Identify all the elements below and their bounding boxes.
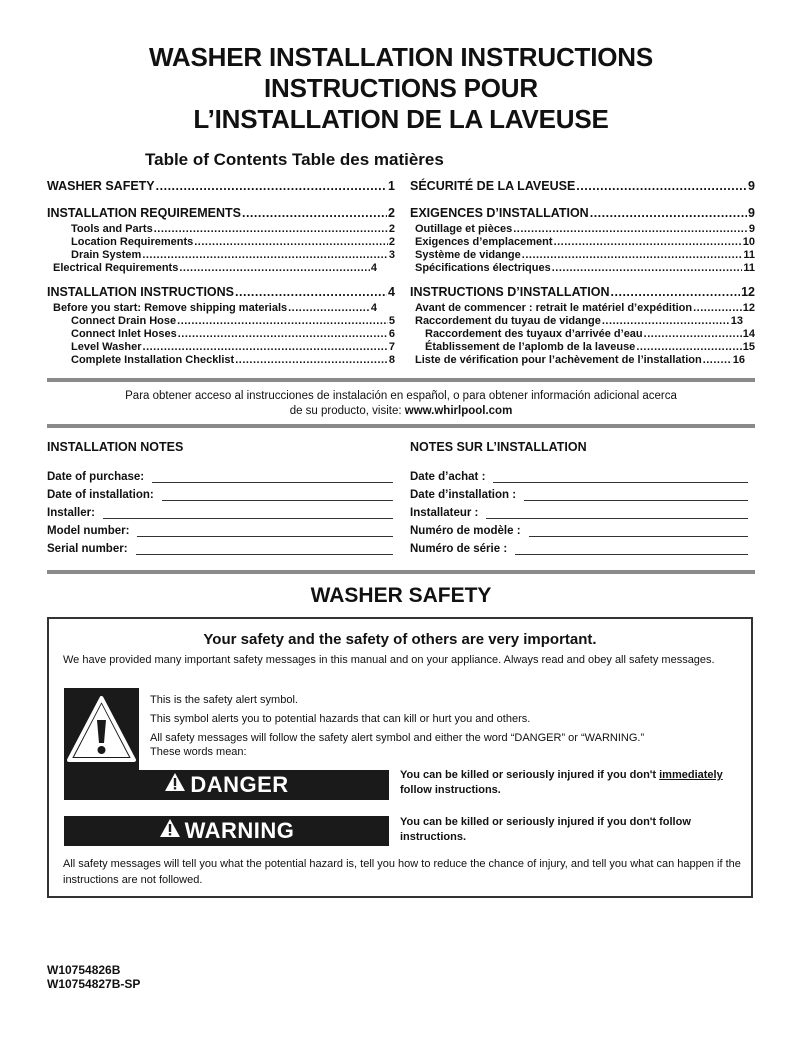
toc-entry-label: INSTALLATION INSTRUCTIONS bbox=[47, 285, 235, 299]
safety-intro: We have provided many important safety messages in this manual and on your appliance. Always read and obey all safety messages. bbox=[63, 654, 715, 666]
note-field-line[interactable] bbox=[152, 470, 393, 483]
toc-entry-page: 12 bbox=[742, 302, 755, 314]
note-field-line[interactable] bbox=[529, 524, 748, 537]
note-field-line[interactable] bbox=[103, 506, 393, 519]
installation-notes bbox=[47, 440, 393, 555]
toc-entry-page: 11 bbox=[743, 262, 755, 274]
note-field-line[interactable] bbox=[515, 542, 748, 555]
toc-subentry[interactable] bbox=[410, 315, 755, 328]
toc-entry-page: 16 bbox=[732, 354, 745, 366]
toc-entry-page: 14 bbox=[742, 328, 755, 340]
toc-subentry[interactable] bbox=[410, 354, 755, 367]
document-title bbox=[0, 42, 802, 135]
section-title: WASHER SAFETY bbox=[310, 584, 492, 607]
toc-subentry[interactable] bbox=[410, 262, 755, 275]
danger-label: DANGER bbox=[190, 772, 289, 797]
toc-subentry[interactable] bbox=[410, 328, 755, 341]
toc-subentry[interactable] bbox=[47, 262, 395, 275]
toc-entry-page: 3 bbox=[388, 249, 395, 261]
document-ids bbox=[47, 963, 140, 991]
toc-entry-page: 15 bbox=[742, 341, 755, 353]
notes-heading: NOTES SUR L’INSTALLATION bbox=[410, 440, 587, 454]
title-line-3: L’INSTALLATION DE LA LAVEUSE bbox=[193, 104, 609, 134]
spanish-note-line-1: Para obtener acceso al instrucciones de instalación en español, o para obtener información adicional acerca bbox=[125, 390, 677, 402]
installation-notes-french bbox=[410, 440, 748, 555]
warning-label: WARNING bbox=[184, 818, 295, 843]
toc-entry-label: Location Requirements bbox=[71, 236, 194, 248]
safety-footer: All safety messages will tell you what the potential hazard is, tell you how to reduce the chance of injury, and tell you what can happen if the instructions are not followed. bbox=[63, 858, 741, 886]
toc-entry-label: Liste de vérification pour l’achèvement de l’installation bbox=[415, 354, 702, 366]
toc-subentry[interactable] bbox=[47, 249, 395, 262]
toc-entry-page: 6 bbox=[388, 328, 395, 340]
toc-subentry[interactable] bbox=[410, 302, 755, 315]
safety-box-heading: Your safety and the safety of others are very important. bbox=[203, 631, 597, 648]
toc-subentry[interactable] bbox=[410, 249, 755, 262]
danger-text-emphasis: immediately bbox=[659, 769, 723, 781]
note-field[interactable] bbox=[47, 483, 393, 501]
toc-subentry[interactable] bbox=[410, 223, 755, 236]
toc-entry-label: INSTRUCTIONS D’INSTALLATION bbox=[410, 285, 610, 299]
toc-entry-label: Outillage et pièces bbox=[415, 223, 513, 235]
note-field-line[interactable] bbox=[486, 506, 748, 519]
toc-entry-page: 11 bbox=[743, 249, 755, 261]
document-id-spanish: W10754827B-SP bbox=[47, 977, 141, 991]
note-field-label: Date d’installation : bbox=[410, 489, 517, 501]
toc-entry-page: 2 bbox=[388, 236, 395, 248]
toc-entry-page: 4 bbox=[388, 285, 395, 299]
toc-entry-page: 12 bbox=[741, 285, 755, 299]
toc-entry-label: Drain System bbox=[71, 249, 142, 261]
note-field-label: Serial number: bbox=[47, 543, 128, 555]
toc-entry-page: 9 bbox=[748, 206, 755, 220]
danger-text-end: follow instructions. bbox=[400, 784, 501, 796]
toc-entry-page: 1 bbox=[388, 179, 395, 193]
danger-text-main: You can be killed or seriously injured if you don't bbox=[400, 769, 660, 781]
toc-subentry[interactable] bbox=[47, 302, 395, 315]
toc-right-column bbox=[410, 179, 755, 377]
toc-left-column bbox=[47, 179, 395, 377]
note-field[interactable] bbox=[47, 501, 393, 519]
toc-entry-label: Tools and Parts bbox=[71, 223, 153, 235]
toc-subentry[interactable] bbox=[47, 341, 395, 354]
toc-entry-page: 9 bbox=[748, 223, 755, 235]
spanish-note-prefix: de su producto, visite: bbox=[289, 405, 405, 417]
note-field-label: Date of purchase: bbox=[47, 471, 145, 483]
notes-heading: INSTALLATION NOTES bbox=[47, 440, 184, 454]
toc-entry-page: 4 bbox=[370, 262, 377, 274]
note-field-line[interactable] bbox=[493, 470, 748, 483]
toc-entry-label: Connect Drain Hose bbox=[71, 315, 177, 327]
symbol-text-4: These words mean: bbox=[150, 746, 247, 758]
toc-entry-label: Établissement de l’aplomb de la laveuse bbox=[425, 341, 636, 353]
toc-subentry[interactable] bbox=[47, 354, 395, 367]
toc-entry-label: Electrical Requirements bbox=[53, 262, 179, 274]
note-field-label: Numéro de modèle : bbox=[410, 525, 521, 537]
note-field-line[interactable] bbox=[162, 488, 393, 501]
toc-entry-label: Exigences d’emplacement bbox=[415, 236, 553, 248]
warning-text: You can be killed or seriously injured if you don't follow instructions. bbox=[400, 816, 691, 843]
website-link[interactable]: www.whirlpool.com bbox=[404, 405, 513, 417]
note-field[interactable] bbox=[410, 483, 748, 501]
note-field[interactable] bbox=[410, 519, 748, 537]
note-field[interactable] bbox=[47, 519, 393, 537]
note-field[interactable] bbox=[47, 537, 393, 555]
divider bbox=[47, 570, 755, 574]
toc-subentry[interactable] bbox=[47, 223, 395, 236]
toc-entry-label: EXIGENCES D’INSTALLATION bbox=[410, 206, 589, 220]
document-id: W10754826B bbox=[47, 963, 121, 977]
toc-entry-label: SÉCURITÉ DE LA LAVEUSE bbox=[410, 179, 576, 193]
toc-entry[interactable] bbox=[410, 285, 755, 302]
toc-subentry[interactable] bbox=[410, 236, 755, 249]
toc-subentry[interactable] bbox=[47, 315, 395, 328]
toc-entry-label: Connect Inlet Hoses bbox=[71, 328, 177, 340]
toc-entry-label: WASHER SAFETY bbox=[47, 179, 155, 193]
note-field-label: Numéro de série : bbox=[410, 543, 508, 555]
note-field-line[interactable] bbox=[136, 542, 393, 555]
symbol-text-1: This is the safety alert symbol. bbox=[150, 694, 298, 706]
note-field[interactable] bbox=[410, 465, 748, 483]
symbol-text-2: This symbol alerts you to potential hazards that can kill or hurt you and others. bbox=[150, 713, 531, 725]
toc-title: Table of Contents Table des matières bbox=[145, 150, 444, 169]
note-field-label: Date of installation: bbox=[47, 489, 154, 501]
toc-entry-label: Before you start: Remove shipping materials bbox=[53, 302, 288, 314]
warning-triangle-icon bbox=[159, 818, 181, 844]
danger-signal bbox=[64, 770, 389, 800]
toc-entry-label: Complete Installation Checklist bbox=[71, 354, 235, 366]
note-field-label: Installateur : bbox=[410, 507, 479, 519]
toc-entry-label: INSTALLATION REQUIREMENTS bbox=[47, 206, 241, 220]
note-field-label: Date d’achat : bbox=[410, 471, 486, 483]
toc-entry-label: Spécifications électriques bbox=[415, 262, 551, 274]
toc-entry[interactable] bbox=[47, 285, 395, 302]
toc-entry[interactable] bbox=[410, 206, 755, 223]
toc-entry-page: 2 bbox=[388, 223, 395, 235]
toc-subentry[interactable] bbox=[47, 236, 395, 249]
divider bbox=[47, 424, 755, 428]
toc-entry-page: 9 bbox=[748, 179, 755, 193]
toc-entry-label: Système de vidange bbox=[415, 249, 521, 261]
toc-entry-page: 4 bbox=[370, 302, 377, 314]
title-line-2: INSTRUCTIONS POUR bbox=[264, 73, 538, 103]
toc-entry[interactable] bbox=[47, 179, 395, 196]
toc-entry-page: 13 bbox=[730, 315, 743, 327]
note-field[interactable] bbox=[47, 465, 393, 483]
spanish-note bbox=[0, 389, 802, 419]
toc-entry-page: 10 bbox=[742, 236, 755, 248]
title-line-1: WASHER INSTALLATION INSTRUCTIONS bbox=[149, 42, 653, 72]
toc-entry-label: Raccordement des tuyaux d’arrivée d’eau bbox=[425, 328, 643, 340]
safety-box bbox=[47, 617, 753, 898]
toc-entry-page: 2 bbox=[388, 206, 395, 220]
safety-alert-icon bbox=[64, 688, 139, 772]
note-field[interactable] bbox=[410, 501, 748, 519]
note-field-line[interactable] bbox=[524, 488, 748, 501]
divider bbox=[47, 378, 755, 382]
warning-triangle-icon bbox=[164, 772, 186, 798]
spanish-note-line-2 bbox=[0, 404, 802, 419]
toc-entry[interactable] bbox=[47, 206, 395, 223]
danger-text bbox=[400, 768, 750, 798]
note-field-label: Installer: bbox=[47, 507, 95, 519]
toc-entry-page: 8 bbox=[388, 354, 395, 366]
warning-signal bbox=[64, 816, 389, 846]
note-field-label: Model number: bbox=[47, 525, 130, 537]
toc-entry-page: 5 bbox=[388, 315, 395, 327]
note-field[interactable] bbox=[410, 537, 748, 555]
toc-entry-label: Level Washer bbox=[71, 341, 142, 353]
toc-entry-label: Avant de commencer : retrait le matériel d’expédition bbox=[415, 302, 693, 314]
toc-subentry[interactable] bbox=[47, 328, 395, 341]
toc-entry[interactable] bbox=[410, 179, 755, 196]
symbol-text-3: All safety messages will follow the safety alert symbol and either the word “DANGER” or “WARNING.” bbox=[150, 732, 645, 744]
note-field-line[interactable] bbox=[137, 524, 393, 537]
toc-entry-page: 7 bbox=[388, 341, 395, 353]
toc-subentry[interactable] bbox=[410, 341, 755, 354]
toc-entry-label: Raccordement du tuyau de vidange bbox=[415, 315, 601, 327]
